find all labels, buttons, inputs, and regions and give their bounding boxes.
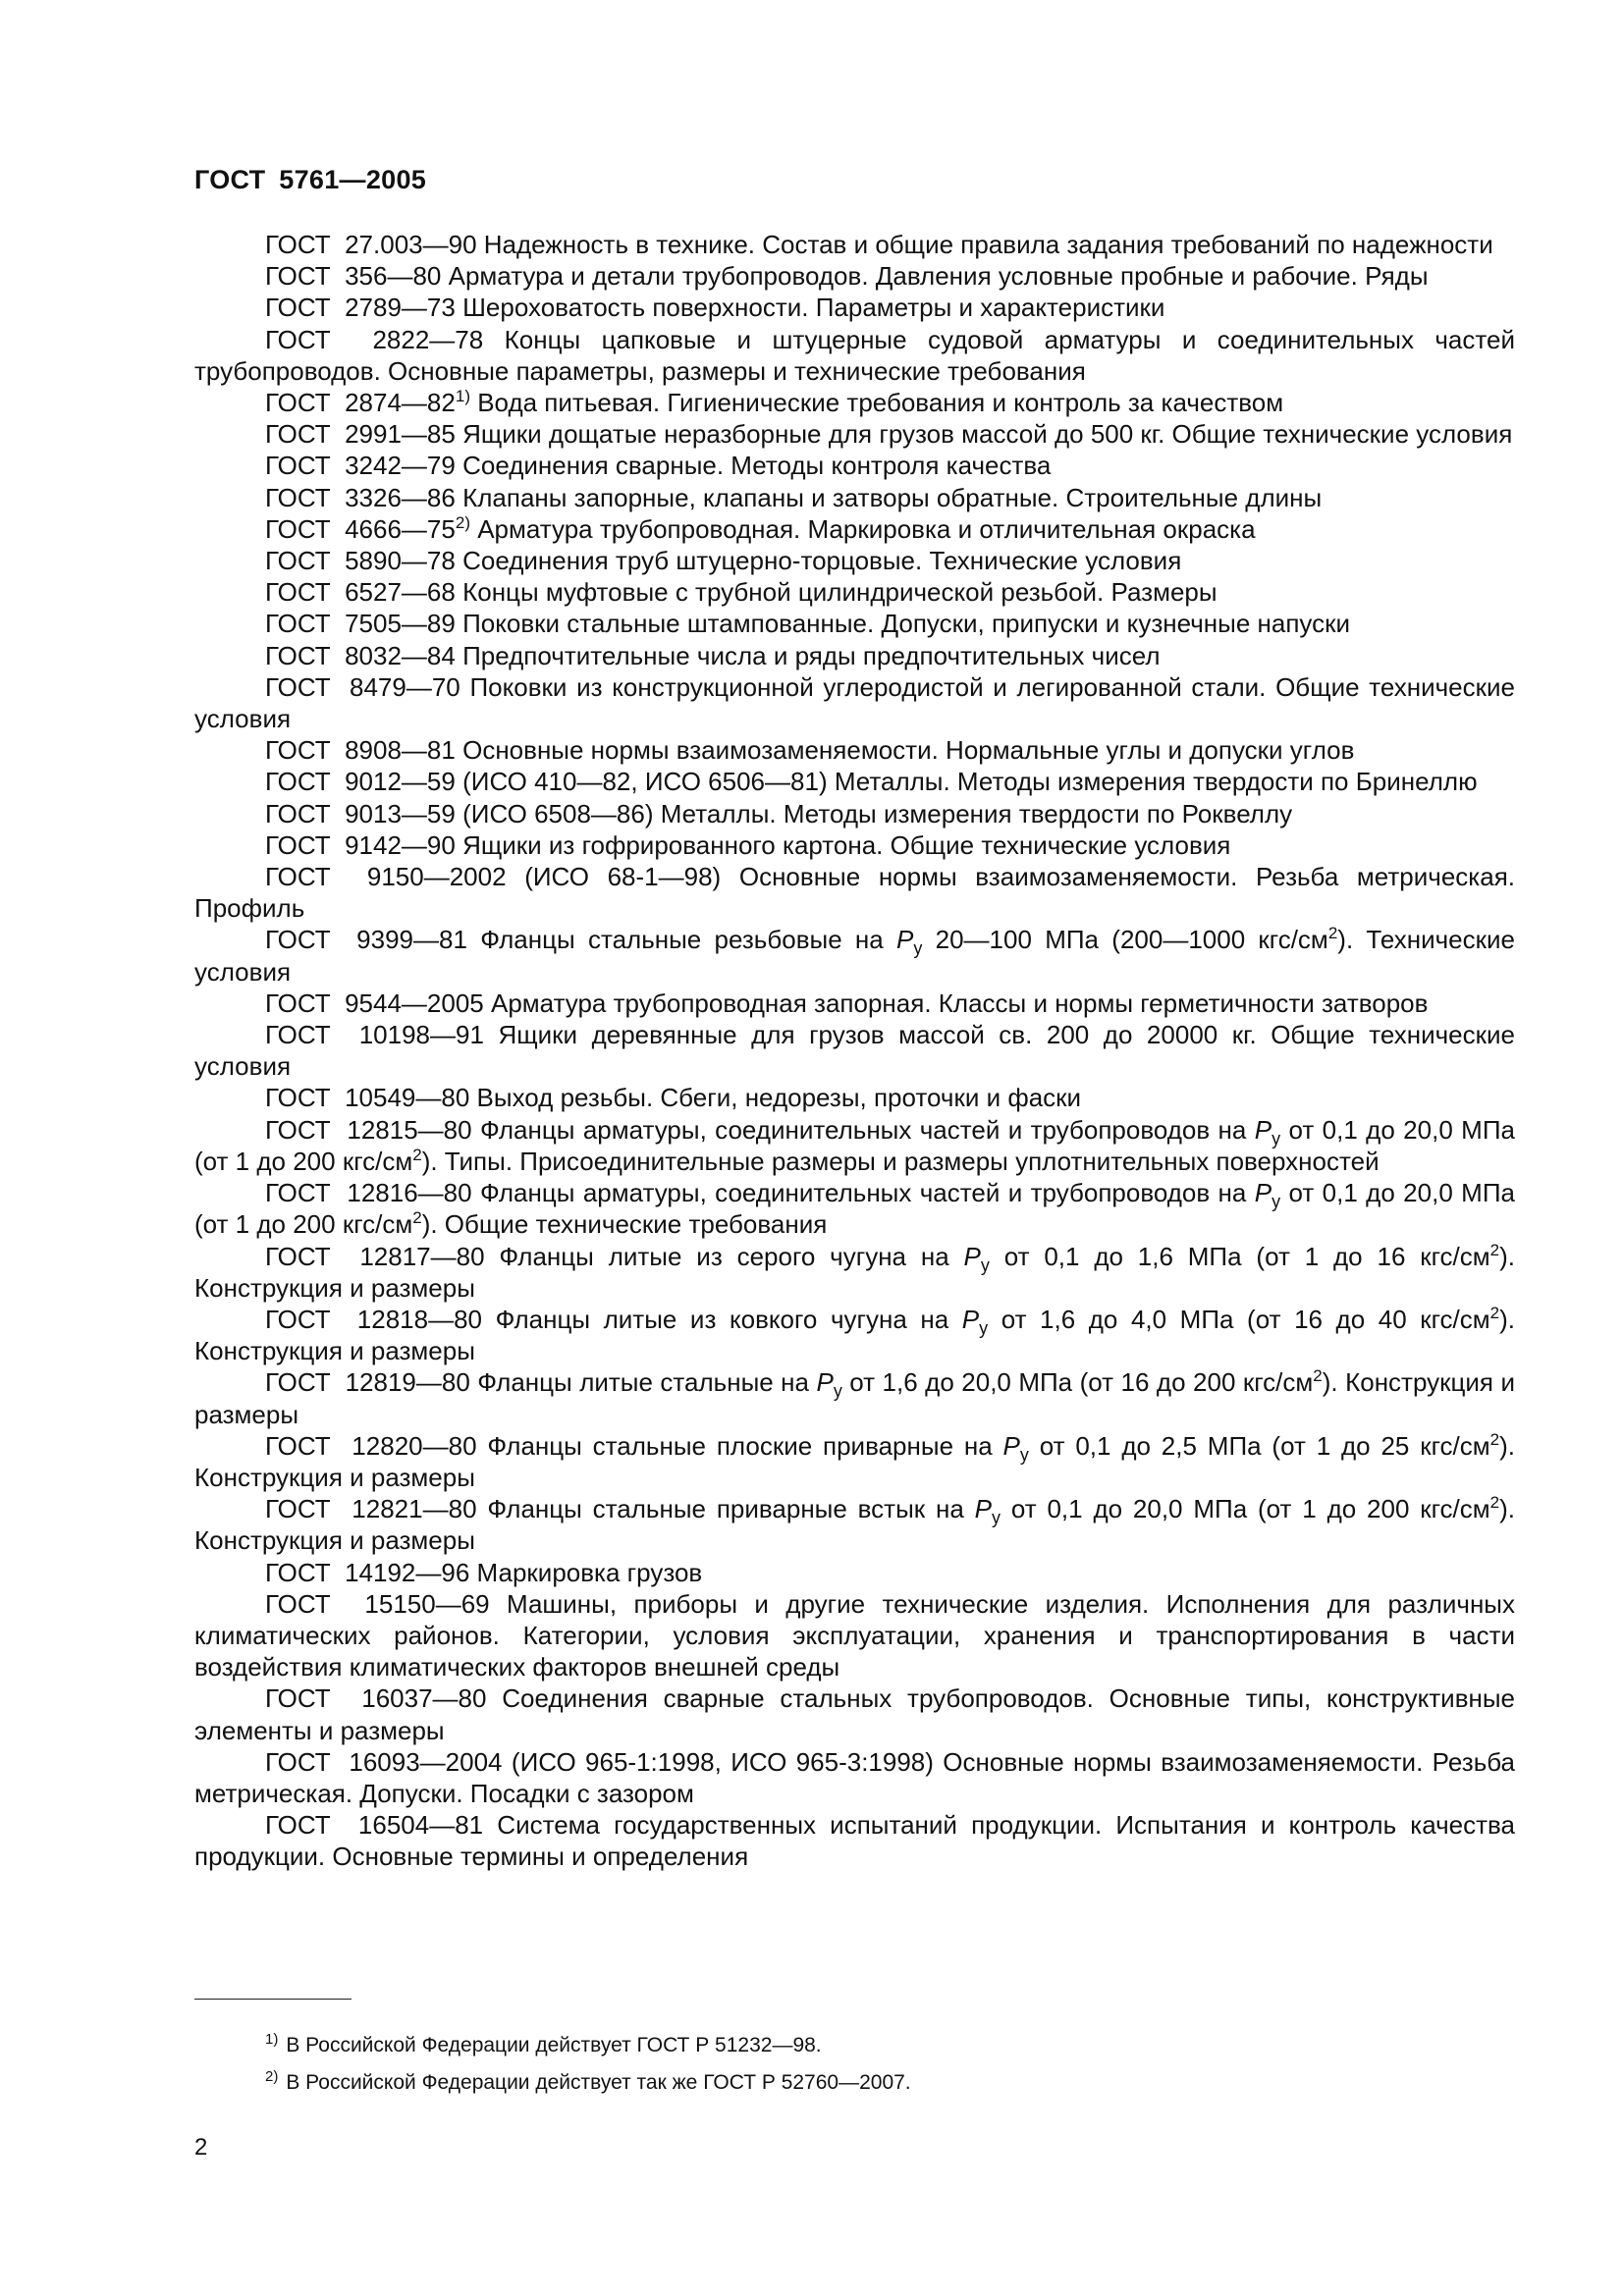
reference-entry — [194, 1366, 1515, 1429]
reference-title: Концы цапковые и штуцерные судовой арматуры и соединительных частей трубопроводов. Основные параметры, размеры и технические требования — [194, 324, 1515, 386]
reference-title: Ящики дощатые неразборные для грузов массой до 500 кг. Общие технические условия — [462, 419, 1513, 450]
reference-entry — [194, 1082, 1515, 1113]
standard-code: ГОСТ 2991—85 — [265, 419, 456, 450]
unit-exponent: 2 — [412, 1145, 422, 1164]
standard-code: ГОСТ 3242—79 — [265, 451, 456, 481]
reference-title: Соединения сварные стальных трубопроводов. Основные типы, конструктивные элементы и размеры — [194, 1683, 1516, 1745]
reference-entry — [194, 861, 1515, 924]
standard-code: ГОСТ 14192—96 — [265, 1557, 470, 1587]
standard-code: ГОСТ 12816—80 — [265, 1178, 472, 1208]
standard-code: ГОСТ 8032—84 — [265, 640, 456, 670]
reference-title-end: ). Технические условия — [194, 925, 1515, 987]
reference-entry — [194, 1430, 1515, 1493]
reference-title-end: ). Конструкция и размеры — [194, 1494, 1516, 1556]
standard-code: ГОСТ 5890—78 — [265, 546, 456, 576]
page-header: ГОСТ 5761—2005 — [194, 165, 427, 194]
standard-code: ГОСТ 12821—80 — [265, 1494, 477, 1524]
standard-code: ГОСТ 10198—91 — [265, 1020, 484, 1050]
reference-title: Арматура трубопроводная запорная. Классы и нормы герметичности затворов — [491, 988, 1429, 1018]
unit-exponent: 2 — [1489, 1493, 1500, 1513]
reference-title-start: Фланцы литые из серого чугуна на — [499, 1241, 949, 1271]
reference-entry — [194, 513, 1515, 545]
standard-code: ГОСТ 356—80 — [265, 261, 442, 292]
standard-code: ГОСТ 8908—81 — [265, 735, 456, 766]
reference-entry — [194, 1177, 1515, 1240]
footnote-reference: 2) — [455, 512, 470, 532]
reference-entry — [194, 418, 1515, 450]
reference-title: Поковки из конструкционной углеродистой и легированной стали. Общие технические условия — [194, 671, 1515, 734]
reference-title-end: ). Конструкция и размеры — [194, 1304, 1515, 1366]
reference-title: Соединения сварные. Методы контроля качества — [462, 451, 1052, 481]
reference-title: Ящики деревянные для грузов массой св. 200 до 20000 кг. Общие технические условия — [194, 1020, 1515, 1082]
reference-title: Ящики из гофрированного картона. Общие технические условия — [462, 829, 1231, 860]
reference-title-range: от 0,1 до 20,0 МПа (от 1 до 200 кгс/см — [194, 1114, 1515, 1176]
reference-title: (ИСО 68-1—98) Основные нормы взаимозаменяемости. Резьба метрическая. Профиль — [194, 862, 1515, 924]
normative-references-list — [194, 229, 1515, 1873]
pressure-subscript: у — [1271, 1128, 1281, 1148]
standard-code: ГОСТ 16037—80 — [265, 1683, 487, 1714]
standard-code: ГОСТ 27.003—90 — [265, 230, 477, 259]
reference-title-range: от 0,1 до 1,6 МПа (от 1 до 16 кгс/см — [1003, 1241, 1490, 1271]
standard-code: ГОСТ 3326—86 — [265, 482, 456, 512]
standard-code: ГОСТ 9012—59 — [265, 767, 456, 797]
reference-title-range: 20—100 МПа (200—1000 кгс/см — [935, 925, 1328, 955]
footnote-reference: 1) — [455, 387, 470, 406]
unit-exponent: 2 — [412, 1208, 422, 1228]
reference-entry — [194, 1019, 1515, 1082]
reference-entry — [194, 1588, 1515, 1683]
standard-code: ГОСТ 6527—68 — [265, 577, 456, 608]
reference-entry — [194, 387, 1515, 418]
standard-code: ГОСТ 16093—2004 — [265, 1746, 503, 1777]
pressure-letter: P — [963, 1241, 981, 1271]
unit-exponent: 2 — [1489, 1429, 1500, 1449]
reference-title: Шероховатость поверхности. Параметры и характеристики — [462, 293, 1165, 323]
footnote-item — [265, 2061, 911, 2099]
reference-entry — [194, 1809, 1515, 1872]
standard-code: ГОСТ 7505—89 — [265, 609, 456, 639]
reference-entry — [194, 260, 1515, 292]
pressure-letter: P — [1002, 1430, 1020, 1461]
reference-title: (ИСО 410—82, ИСО 6506—81) Металлы. Методы измерения твердости по Бринеллю — [462, 767, 1478, 797]
reference-title: Поковки стальные штампованные. Допуски, припуски и кузнечные напуски — [462, 609, 1350, 639]
pressure-symbol — [1254, 1178, 1281, 1212]
reference-title: Соединения труб штуцерно-торцовые. Технические условия — [462, 546, 1182, 576]
reference-title-start: Фланцы арматуры, соединительных частей и трубопроводов на — [479, 1178, 1247, 1208]
footnote-text: В Российской Федерации действует ГОСТ Р 51232—98. — [286, 2034, 822, 2056]
reference-entry — [194, 576, 1515, 608]
footnote-mark: 2) — [265, 2068, 279, 2085]
standard-code: ГОСТ 12817—80 — [265, 1241, 485, 1271]
pressure-symbol — [974, 1494, 1001, 1528]
standard-code: ГОСТ 12820—80 — [265, 1430, 477, 1461]
reference-title: Основные нормы взаимозаменяемости. Нормальные углы и допуски углов — [462, 735, 1355, 766]
unit-exponent: 2 — [1489, 1240, 1500, 1259]
reference-title: (ИСО 965-1:1998, ИСО 965-3:1998) Основные нормы взаимозаменяемости. Резьба метрическая. Допуски. Посадки с зазором — [194, 1746, 1515, 1808]
reference-entry — [194, 450, 1515, 481]
standard-code: ГОСТ 16504—81 — [265, 1810, 484, 1841]
pressure-subscript: у — [913, 938, 923, 959]
pressure-subscript: у — [1271, 1192, 1281, 1212]
reference-entry — [194, 829, 1515, 861]
standard-code: ГОСТ 15150—69 — [265, 1588, 490, 1619]
reference-entry — [194, 924, 1515, 987]
pressure-symbol — [1254, 1114, 1281, 1148]
reference-title-end: ). Конструкция и размеры — [194, 1430, 1515, 1492]
pressure-letter: P — [961, 1304, 980, 1334]
reference-title-range: от 0,1 до 20,0 МПа (от 1 до 200 кгс/см — [194, 1178, 1515, 1240]
standard-code: ГОСТ 2874—82 — [265, 388, 456, 418]
pressure-symbol — [816, 1367, 842, 1402]
reference-title: Машины, приборы и другие технические изделия. Исполнения для различных климатических районов. Категории, условия эксплуатации, хранения и транспортирования в части воздействия климатических факторов внешней среды — [194, 1588, 1515, 1682]
reference-title: Надежность в технике. Состав и общие правила задания требований по надежности — [483, 230, 1493, 259]
reference-title: Арматура и детали трубопроводов. Давления условные пробные и рабочие. Ряды — [448, 261, 1429, 292]
reference-title-end: ). Конструкция и размеры — [194, 1241, 1515, 1303]
reference-entry — [194, 1746, 1515, 1809]
reference-entry — [194, 1304, 1515, 1366]
reference-title: Клапаны запорные, клапаны и затворы обратные. Строительные длины — [462, 482, 1323, 512]
reference-entry — [194, 671, 1515, 734]
reference-title: Предпочтительные числа и ряды предпочтительных чисел — [462, 640, 1161, 670]
reference-title-start: Фланцы литые из ковкого чугуна на — [495, 1304, 949, 1334]
pressure-subscript: у — [992, 1508, 1001, 1528]
reference-entry — [194, 1682, 1515, 1745]
standard-code: ГОСТ 9544—2005 — [265, 988, 484, 1018]
pressure-subscript: у — [1019, 1444, 1029, 1465]
reference-title: Вода питьевая. Гигиенические требования и контроль за качеством — [477, 388, 1284, 418]
pressure-subscript: у — [980, 1255, 990, 1275]
reference-entry — [194, 324, 1515, 387]
standard-code: ГОСТ 4666—75 — [265, 513, 456, 544]
unit-exponent: 2 — [1327, 924, 1338, 943]
reference-entry — [194, 482, 1515, 513]
reference-entry — [194, 229, 1515, 260]
pressure-letter: P — [896, 925, 914, 955]
pressure-subscript: у — [833, 1381, 842, 1402]
standard-code: ГОСТ 12815—80 — [265, 1114, 472, 1145]
reference-entry — [194, 640, 1515, 671]
reference-entry — [194, 1114, 1515, 1177]
pressure-symbol — [961, 1304, 989, 1338]
reference-entry — [194, 1557, 1515, 1588]
pressure-letter: P — [1254, 1114, 1272, 1145]
reference-title-start: Фланцы литые стальные на — [477, 1367, 810, 1398]
pressure-letter: P — [974, 1494, 992, 1524]
reference-title: Маркировка грузов — [476, 1557, 703, 1587]
standard-code: ГОСТ 12818—80 — [265, 1304, 482, 1334]
reference-entry — [194, 1241, 1515, 1304]
reference-entry — [194, 608, 1515, 639]
pressure-symbol — [963, 1241, 990, 1275]
reference-title: Система государственных испытаний продукции. Испытания и контроль качества продукции. Основные термины и определения — [194, 1810, 1515, 1872]
reference-title-range: от 0,1 до 2,5 МПа (от 1 до 25 кгс/см — [1039, 1430, 1490, 1461]
reference-title: (ИСО 6508—86) Металлы. Методы измерения твердости по Роквеллу — [462, 798, 1293, 828]
standard-code: ГОСТ 12819—80 — [265, 1367, 470, 1398]
page-number: 2 — [194, 2134, 208, 2161]
reference-title-start: Фланцы стальные резьбовые на — [480, 925, 884, 955]
reference-title-start: Фланцы стальные плоские приварные на — [487, 1430, 993, 1461]
reference-title-start: Фланцы арматуры, соединительных частей и трубопроводов на — [479, 1114, 1247, 1145]
reference-title-range: от 1,6 до 20,0 МПа (от 16 до 200 кгс/см — [849, 1367, 1314, 1398]
reference-title-end: ). Конструкция и размеры — [194, 1367, 1515, 1429]
reference-entry — [194, 292, 1515, 323]
pressure-letter: P — [816, 1367, 834, 1398]
standard-code: ГОСТ 9013—59 — [265, 798, 456, 828]
standard-code: ГОСТ 9142—90 — [265, 829, 456, 860]
pressure-letter: P — [1254, 1178, 1272, 1208]
unit-exponent: 2 — [1489, 1303, 1500, 1322]
reference-title: Выход резьбы. Сбеги, недорезы, проточки и фаски — [476, 1083, 1082, 1113]
reference-entry — [194, 545, 1515, 576]
standard-code: ГОСТ 2789—73 — [265, 293, 456, 323]
standard-code: ГОСТ 9150—2002 — [265, 862, 507, 892]
reference-entry — [194, 798, 1515, 829]
reference-title-range: от 1,6 до 4,0 МПа (от 16 до 40 кгс/см — [1001, 1304, 1490, 1334]
standard-code: ГОСТ 9399—81 — [265, 925, 467, 955]
footnote-item — [265, 2024, 911, 2061]
reference-title-start: Фланцы стальные приварные встык на — [487, 1494, 964, 1524]
reference-entry — [194, 1493, 1515, 1556]
footnote-text: В Российской Федерации действует так же ГОСТ Р 52760—2007. — [286, 2071, 911, 2094]
reference-entry — [194, 734, 1515, 766]
reference-title: Концы муфтовые с трубной цилиндрической резьбой. Размеры — [462, 577, 1217, 608]
reference-entry — [194, 766, 1515, 797]
reference-entry — [194, 988, 1515, 1019]
standard-code: ГОСТ 2822—78 — [265, 324, 484, 354]
pressure-symbol — [1002, 1430, 1029, 1465]
pressure-subscript: у — [979, 1317, 989, 1338]
footnotes — [265, 2024, 911, 2099]
standard-code: ГОСТ 8479—70 — [265, 671, 460, 702]
footnote-divider — [194, 1999, 352, 2000]
unit-exponent: 2 — [1313, 1366, 1323, 1386]
pressure-symbol — [896, 925, 923, 959]
reference-title-range: от 0,1 до 20,0 МПа (от 1 до 200 кгс/см — [1010, 1494, 1490, 1524]
footnote-mark: 1) — [265, 2031, 279, 2048]
reference-title-end: ). Общие технические требования — [421, 1209, 828, 1240]
reference-title-end: ). Типы. Присоединительные размеры и размеры уплотнительных поверхностей — [421, 1146, 1380, 1176]
standard-code: ГОСТ 10549—80 — [265, 1083, 470, 1113]
reference-title: Арматура трубопроводная. Маркировка и отличительная окраска — [477, 513, 1256, 544]
